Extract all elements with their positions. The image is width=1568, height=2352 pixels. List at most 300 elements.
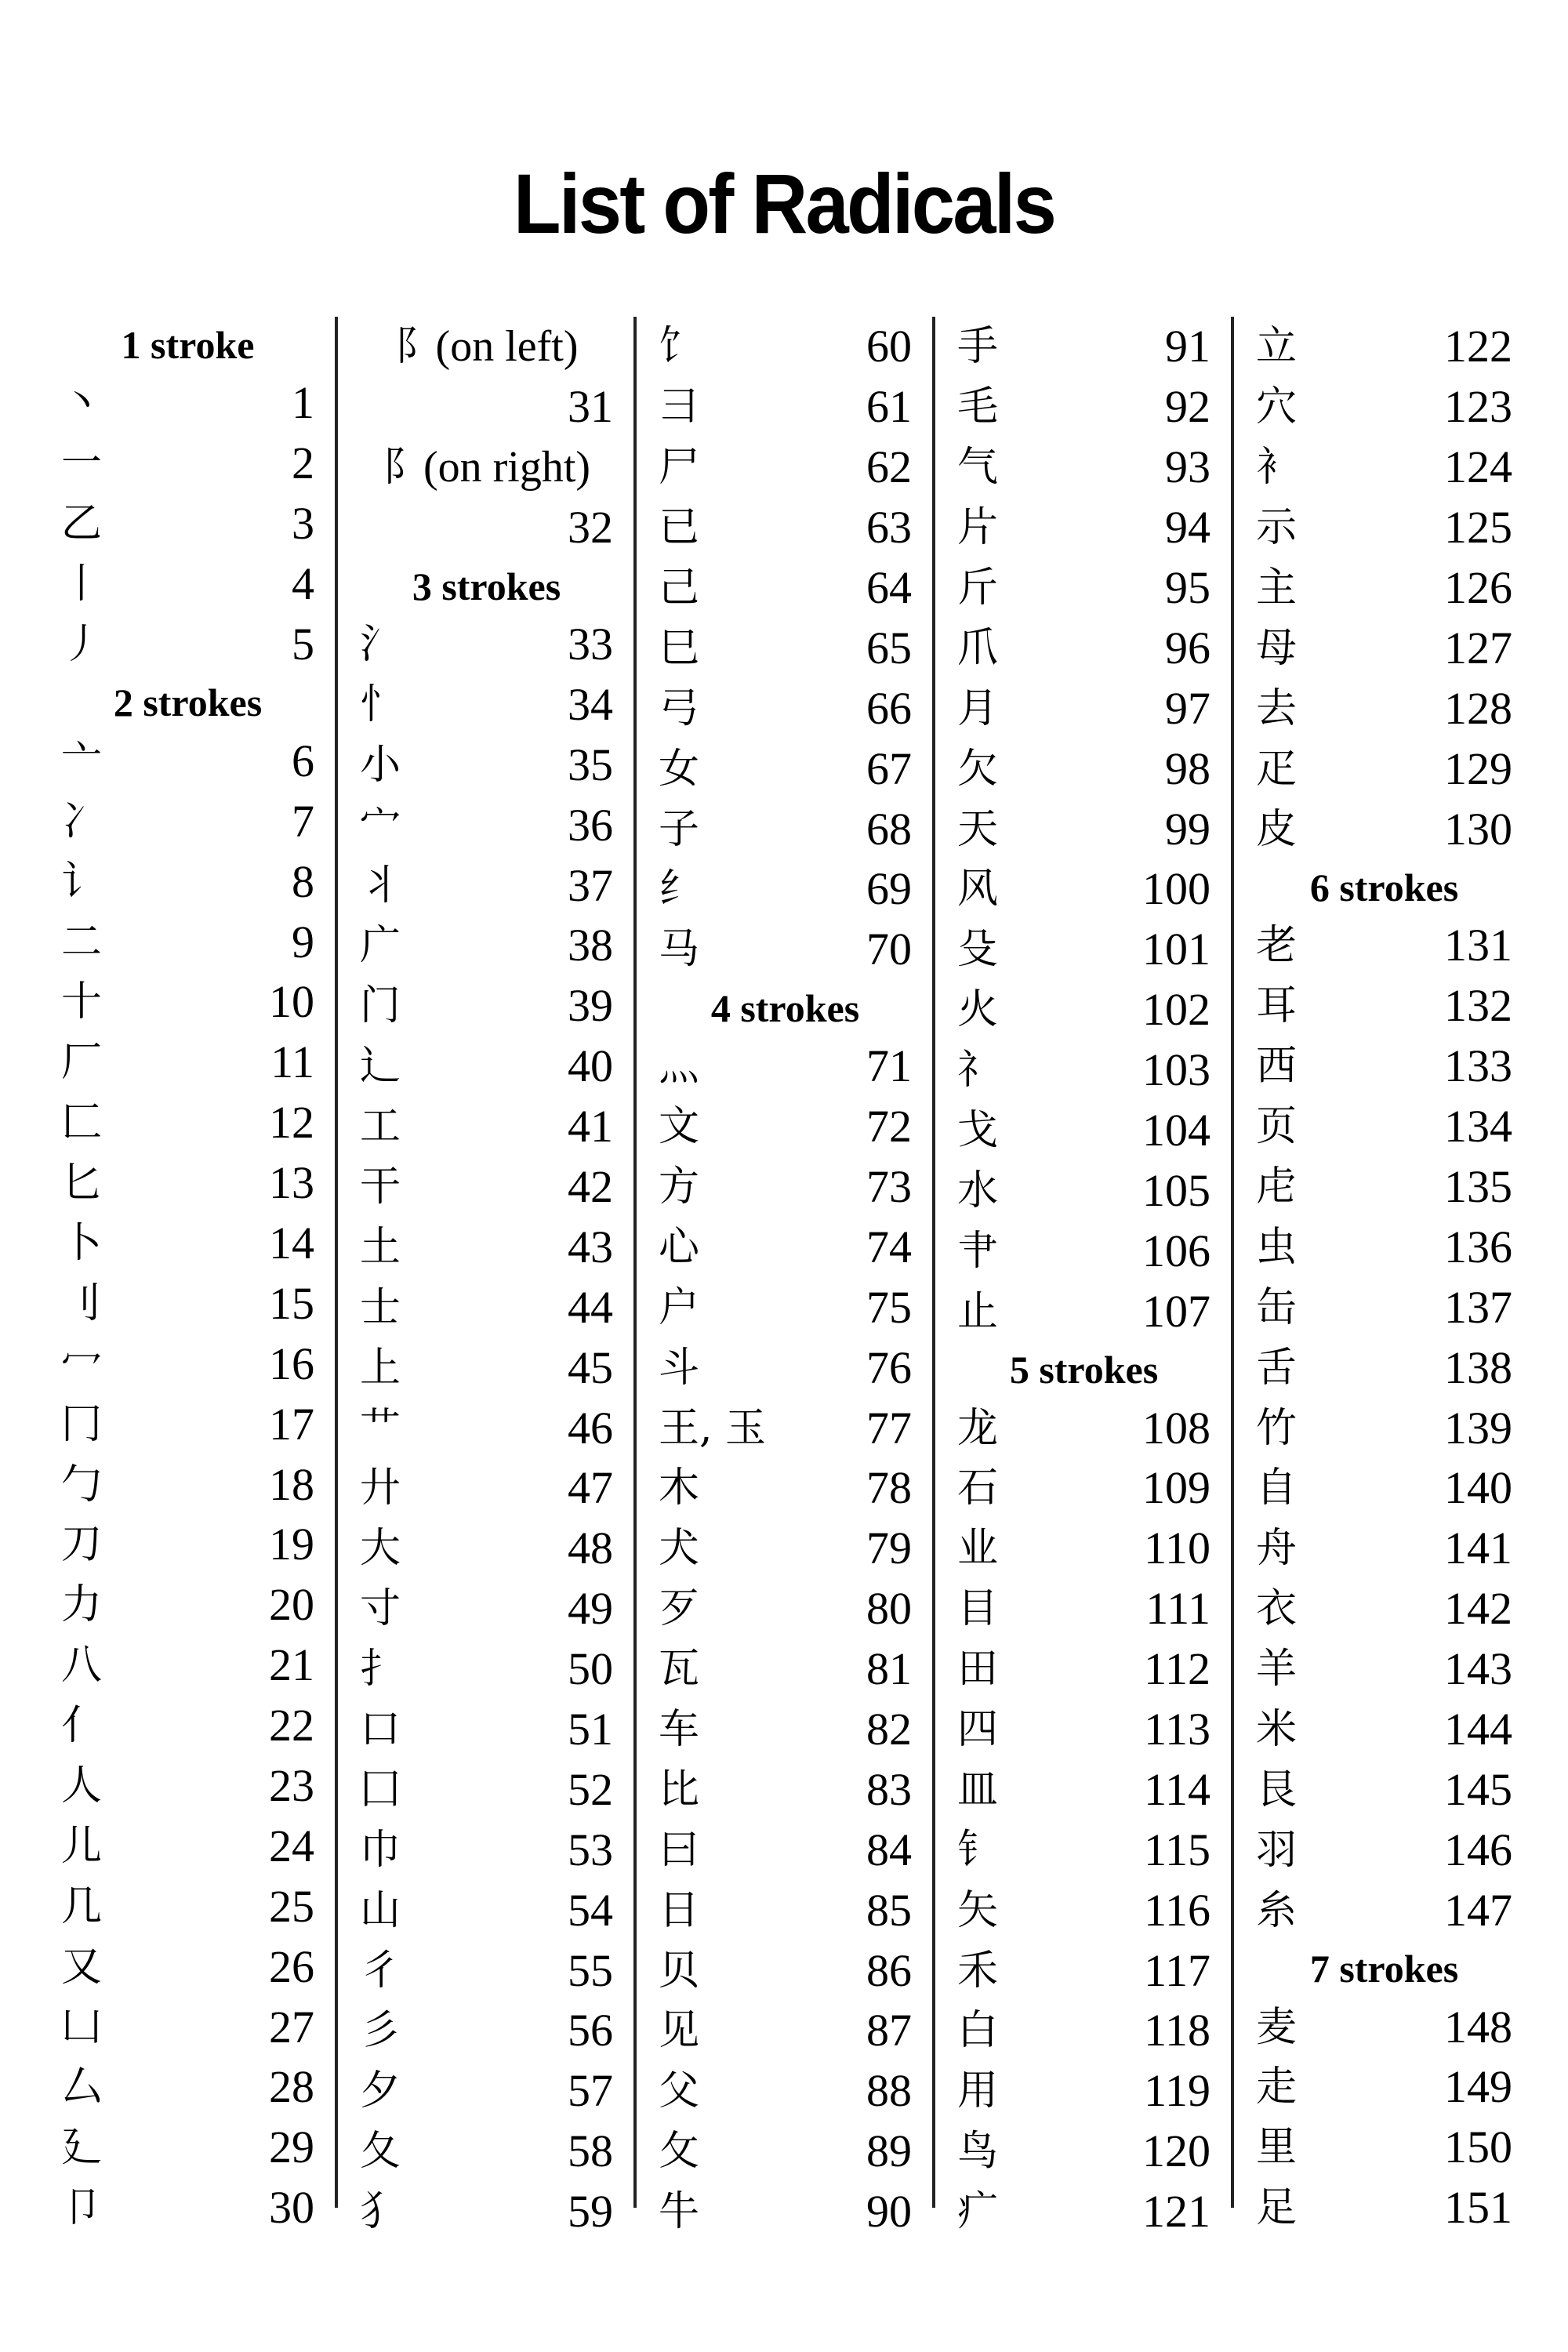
radical-entry bbox=[1256, 1519, 1512, 1579]
radical-char: 勹 bbox=[61, 1461, 103, 1508]
radical-entry bbox=[360, 1338, 613, 1398]
radical-entry bbox=[957, 1940, 1210, 2001]
radical-entry bbox=[1256, 1277, 1512, 1338]
radical-char: 儿 bbox=[61, 1822, 103, 1870]
radical-number: 84 bbox=[866, 1824, 912, 1875]
radical-char: 匕 bbox=[61, 1160, 103, 1207]
radical-number: 68 bbox=[866, 803, 912, 855]
column-3 bbox=[637, 317, 935, 2238]
radical-entry bbox=[1256, 1036, 1512, 1097]
radical-number: 98 bbox=[1165, 742, 1210, 794]
radical-entry bbox=[360, 1759, 613, 1820]
radical-entry bbox=[360, 1398, 613, 1458]
radical-char: 艹 bbox=[360, 1404, 401, 1452]
radical-entry bbox=[659, 618, 912, 678]
radical-entry bbox=[659, 739, 912, 799]
stroke-count-heading: 1 stroke bbox=[121, 323, 255, 367]
radical-entry bbox=[957, 558, 1210, 619]
radical-char: 毛 bbox=[957, 383, 999, 431]
radical-number: 10 bbox=[269, 976, 314, 1028]
radical-number: 17 bbox=[269, 1398, 314, 1450]
radical-number: 35 bbox=[568, 739, 613, 790]
radical-entry bbox=[659, 1820, 912, 1880]
radical-char: 斤 bbox=[957, 564, 999, 612]
radical-entry bbox=[360, 674, 613, 735]
radical-char: 丬 bbox=[360, 862, 401, 909]
radical-position-note: (on right) bbox=[423, 443, 591, 492]
radical-number: 70 bbox=[866, 924, 912, 975]
column-2 bbox=[338, 317, 637, 2238]
radical-char: 钅 bbox=[957, 1826, 999, 1874]
radical-entry bbox=[957, 1820, 1210, 1880]
radical-number: 9 bbox=[292, 916, 314, 967]
radical-entry bbox=[360, 855, 613, 916]
radical-char: 干 bbox=[360, 1163, 401, 1211]
radical-entry bbox=[659, 2182, 912, 2242]
radical-number: 71 bbox=[866, 1040, 912, 1092]
radical-char: 冫 bbox=[61, 797, 103, 845]
radical-entry bbox=[659, 1458, 912, 1519]
radical-char: 衣 bbox=[1256, 1585, 1298, 1633]
radical-number: 24 bbox=[269, 1820, 314, 1871]
radical-number: 122 bbox=[1444, 321, 1512, 372]
radical-char: 母 bbox=[1256, 624, 1298, 672]
radical-char: 尸 bbox=[659, 444, 700, 492]
radical-entry bbox=[1256, 799, 1512, 859]
radical-number: 96 bbox=[1165, 622, 1210, 673]
radical-number: 134 bbox=[1444, 1101, 1512, 1152]
radical-char: 攵 bbox=[659, 2128, 700, 2176]
radical-number: 72 bbox=[866, 1101, 912, 1152]
radical-entry bbox=[957, 1458, 1210, 1519]
radical-number: 143 bbox=[1444, 1643, 1512, 1695]
radical-entry bbox=[360, 1639, 613, 1700]
radical-entry bbox=[61, 1093, 314, 1153]
radical-number: 113 bbox=[1144, 1704, 1210, 1755]
radical-number: 19 bbox=[269, 1519, 314, 1570]
radical-char: 里 bbox=[1256, 2124, 1298, 2172]
radical-char: 一 bbox=[61, 440, 103, 488]
radical-entry bbox=[61, 1454, 314, 1515]
radical-number: 91 bbox=[1165, 321, 1210, 372]
radical-char: 厶 bbox=[61, 2063, 103, 2111]
radical-entry bbox=[61, 494, 314, 554]
radical-entry bbox=[1256, 437, 1512, 498]
radical-char: 矢 bbox=[957, 1886, 999, 1934]
radical-number: 65 bbox=[866, 622, 912, 673]
radical-char: 气 bbox=[957, 444, 999, 492]
radical-char: 乙 bbox=[61, 500, 103, 548]
radical-char: 疋 bbox=[1256, 745, 1298, 793]
radical-number: 47 bbox=[568, 1462, 613, 1514]
radical-char: 歹 bbox=[659, 1585, 700, 1633]
radical-number: 13 bbox=[269, 1157, 314, 1209]
radical-entry bbox=[1256, 1759, 1512, 1820]
radical-number: 58 bbox=[568, 2125, 613, 2177]
radical-number: 146 bbox=[1444, 1824, 1512, 1875]
radical-char: 八 bbox=[61, 1642, 103, 1690]
radical-number: 82 bbox=[866, 1704, 912, 1755]
radical-position-note: (on left) bbox=[435, 322, 579, 372]
radical-char: 力 bbox=[61, 1581, 103, 1629]
radical-entry bbox=[957, 2061, 1210, 2122]
radical-number: 136 bbox=[1444, 1221, 1512, 1272]
radical-entry bbox=[1256, 2118, 1512, 2178]
radical-entry bbox=[61, 615, 314, 675]
radical-number: 11 bbox=[270, 1036, 314, 1088]
radical-number: 95 bbox=[1165, 562, 1210, 613]
radical-number: 132 bbox=[1444, 980, 1512, 1032]
radical-entry bbox=[61, 1575, 314, 1635]
radical-entry bbox=[659, 558, 912, 619]
radical-entry bbox=[61, 434, 314, 494]
radical-number: 20 bbox=[269, 1579, 314, 1631]
radical-number: 2 bbox=[292, 437, 314, 489]
radical-entry bbox=[1256, 1398, 1512, 1458]
radical-entry bbox=[1256, 317, 1512, 377]
radical-number: 59 bbox=[568, 2186, 613, 2238]
radical-entry bbox=[659, 678, 912, 739]
radical-variant-label bbox=[360, 317, 613, 377]
radical-char: 足 bbox=[1256, 2184, 1298, 2232]
radical-entry bbox=[659, 2122, 912, 2182]
radical-entry bbox=[957, 678, 1210, 739]
radical-char: 阝 bbox=[382, 444, 423, 492]
radical-char: 人 bbox=[61, 1762, 103, 1810]
radical-number: 69 bbox=[866, 863, 912, 915]
radical-char: 土 bbox=[360, 1223, 401, 1271]
radical-char: 广 bbox=[360, 922, 401, 970]
radical-number: 73 bbox=[866, 1161, 912, 1213]
radical-entry bbox=[957, 1281, 1210, 1341]
radical-char: 亻 bbox=[61, 1702, 103, 1750]
radical-entry bbox=[360, 1157, 613, 1218]
radical-entry bbox=[360, 1700, 613, 1760]
radical-char: 纟 bbox=[659, 866, 700, 913]
radical-number: 100 bbox=[1142, 863, 1210, 915]
radical-number: 111 bbox=[1145, 1583, 1210, 1635]
radical-number: 147 bbox=[1444, 1884, 1512, 1936]
radical-char: 方 bbox=[659, 1163, 700, 1211]
radical-char: 山 bbox=[360, 1886, 401, 1934]
radical-entry bbox=[61, 1214, 314, 1274]
radical-entry bbox=[957, 2001, 1210, 2061]
radical-char: 匚 bbox=[61, 1099, 103, 1147]
radical-entry bbox=[659, 1639, 912, 1700]
radical-number: 110 bbox=[1144, 1523, 1210, 1574]
radical-entry bbox=[659, 1519, 912, 1579]
stroke-count-heading: 4 strokes bbox=[710, 985, 860, 1030]
radical-number: 104 bbox=[1142, 1105, 1210, 1156]
radical-entry bbox=[61, 1153, 314, 1214]
radical-entry bbox=[1256, 916, 1512, 976]
radical-entry bbox=[1256, 678, 1512, 739]
radical-char: 自 bbox=[1256, 1465, 1298, 1512]
radical-entry bbox=[659, 859, 912, 920]
radical-entry bbox=[1256, 1097, 1512, 1157]
radical-entry bbox=[659, 920, 912, 980]
column-1 bbox=[39, 317, 338, 2234]
radical-entry bbox=[1256, 739, 1512, 799]
radical-entry bbox=[61, 1997, 314, 2057]
radical-number: 103 bbox=[1142, 1044, 1210, 1096]
radical-number: 93 bbox=[1165, 441, 1210, 493]
radical-char: 女 bbox=[659, 745, 700, 793]
radical-entry bbox=[957, 498, 1210, 558]
radical-entry bbox=[957, 437, 1210, 498]
radical-char: 廴 bbox=[61, 2124, 103, 2172]
radical-char: 夕 bbox=[360, 2067, 401, 2115]
radical-entry bbox=[360, 976, 613, 1036]
radical-char: 丶 bbox=[61, 379, 103, 427]
radical-char: 衤 bbox=[1256, 444, 1298, 492]
radical-char: 廾 bbox=[360, 1465, 401, 1512]
radical-number: 88 bbox=[866, 2065, 912, 2117]
radical-entry bbox=[360, 795, 613, 855]
radical-char: 彳 bbox=[360, 1947, 401, 1994]
radical-entry bbox=[659, 437, 912, 498]
radical-number: 50 bbox=[568, 1643, 613, 1695]
radical-number: 42 bbox=[568, 1161, 613, 1213]
radical-char: 亠 bbox=[61, 737, 103, 785]
radical-char: 用 bbox=[957, 2067, 999, 2115]
radical-number: 140 bbox=[1444, 1462, 1512, 1514]
radical-char: 寸 bbox=[360, 1585, 401, 1633]
radical-number: 130 bbox=[1444, 803, 1512, 855]
radical-entry bbox=[957, 1101, 1210, 1161]
radical-number: 56 bbox=[568, 2005, 613, 2056]
radical-number: 128 bbox=[1444, 682, 1512, 734]
radical-entry bbox=[957, 317, 1210, 377]
radical-char: 戈 bbox=[957, 1107, 999, 1155]
radical-entry bbox=[360, 1277, 613, 1338]
radical-entry bbox=[659, 498, 912, 558]
radical-char: 米 bbox=[1256, 1706, 1298, 1754]
stroke-count-heading: 7 strokes bbox=[1309, 1947, 1459, 1991]
radical-entry bbox=[360, 1519, 613, 1579]
radical-char: 又 bbox=[61, 1943, 103, 1991]
radical-char: 去 bbox=[1256, 684, 1298, 732]
radical-entry bbox=[1256, 1458, 1512, 1519]
radical-char: 凵 bbox=[61, 2003, 103, 2051]
radical-number: 144 bbox=[1444, 1704, 1512, 1755]
radical-number: 119 bbox=[1144, 2065, 1210, 2117]
radical-number: 61 bbox=[866, 381, 912, 433]
radical-entry bbox=[957, 1700, 1210, 1760]
radical-entry bbox=[957, 1579, 1210, 1639]
radical-variant-label bbox=[360, 437, 613, 498]
radical-char: 斗 bbox=[659, 1344, 700, 1392]
stroke-count-heading: 3 strokes bbox=[412, 564, 561, 608]
radical-entry bbox=[1256, 558, 1512, 619]
radical-entry bbox=[1256, 1338, 1512, 1398]
radical-number: 124 bbox=[1444, 441, 1512, 493]
radical-char: 弓 bbox=[659, 684, 700, 732]
radical-number: 21 bbox=[269, 1639, 314, 1691]
radical-number: 78 bbox=[866, 1462, 912, 1514]
radical-char: 缶 bbox=[1256, 1283, 1298, 1331]
radical-number: 18 bbox=[269, 1458, 314, 1510]
radical-char: 艮 bbox=[1256, 1766, 1298, 1813]
radical-entry bbox=[61, 1936, 314, 1997]
radical-char: 皮 bbox=[1256, 805, 1298, 853]
radical-char: 卩 bbox=[61, 2184, 103, 2232]
radical-char: 上 bbox=[360, 1344, 401, 1392]
radical-char: 示 bbox=[1256, 504, 1298, 552]
radical-entry bbox=[360, 1458, 613, 1519]
radical-char: 肀 bbox=[957, 1227, 999, 1275]
radical-entry bbox=[957, 1519, 1210, 1579]
radical-char: 西 bbox=[1256, 1043, 1298, 1091]
radical-entry bbox=[1256, 976, 1512, 1036]
radical-entry bbox=[61, 373, 314, 434]
radical-number: 34 bbox=[568, 678, 613, 730]
radical-char: 卜 bbox=[61, 1220, 103, 1268]
radical-char: 石 bbox=[957, 1465, 999, 1512]
radical-char: 目 bbox=[957, 1585, 999, 1633]
radical-char: 犬 bbox=[659, 1525, 700, 1573]
radical-number: 151 bbox=[1444, 2182, 1512, 2234]
radical-entry bbox=[659, 1579, 912, 1639]
radical-number: 145 bbox=[1444, 1763, 1512, 1815]
radical-number: 62 bbox=[866, 441, 912, 493]
radical-char: 片 bbox=[957, 504, 999, 552]
radical-char: 囗 bbox=[360, 1766, 401, 1813]
radical-char: 小 bbox=[360, 741, 401, 789]
radical-char: 户 bbox=[659, 1283, 700, 1331]
radical-char: 白 bbox=[957, 2007, 999, 2055]
radical-number: 28 bbox=[269, 2061, 314, 2113]
radical-entry bbox=[1256, 1997, 1512, 2057]
radical-number: 15 bbox=[269, 1277, 314, 1329]
radical-char: 业 bbox=[957, 1525, 999, 1573]
radical-number: 131 bbox=[1444, 920, 1512, 971]
radical-char: 比 bbox=[659, 1766, 700, 1813]
radical-number: 99 bbox=[1165, 803, 1210, 855]
radical-number: 1 bbox=[292, 377, 314, 429]
radical-char: 糸 bbox=[1256, 1886, 1298, 1934]
radical-char: 穴 bbox=[1256, 383, 1298, 431]
radical-number: 52 bbox=[568, 1763, 613, 1815]
radical-number: 63 bbox=[866, 502, 912, 554]
radical-entry bbox=[659, 1940, 912, 2001]
radical-entry bbox=[1256, 1639, 1512, 1700]
radical-entry bbox=[659, 1700, 912, 1760]
radical-entry bbox=[957, 1880, 1210, 1940]
radical-number: 66 bbox=[866, 682, 912, 734]
radical-number: 6 bbox=[292, 735, 314, 786]
radical-number: 12 bbox=[269, 1097, 314, 1149]
radical-entry bbox=[61, 1635, 314, 1696]
radical-char: 士 bbox=[360, 1283, 401, 1331]
radical-char: 舌 bbox=[1256, 1344, 1298, 1392]
radical-char: 口 bbox=[360, 1706, 401, 1754]
radical-entry bbox=[659, 1277, 912, 1338]
radical-entry bbox=[659, 799, 912, 859]
radical-number: 148 bbox=[1444, 2001, 1512, 2053]
radical-char: 彐 bbox=[659, 383, 700, 431]
radical-entry bbox=[61, 912, 314, 972]
radical-entry bbox=[360, 498, 613, 558]
radical-char: 老 bbox=[1256, 922, 1298, 970]
radical-number: 115 bbox=[1144, 1824, 1210, 1875]
radical-entry bbox=[659, 1880, 912, 1940]
radical-number: 38 bbox=[568, 920, 613, 971]
radical-entry bbox=[957, 1040, 1210, 1101]
radical-number: 49 bbox=[568, 1583, 613, 1635]
radical-char: 皿 bbox=[957, 1766, 999, 1813]
radical-char: 二 bbox=[61, 918, 103, 966]
radical-number: 112 bbox=[1144, 1643, 1210, 1695]
radical-number: 89 bbox=[866, 2125, 912, 2177]
radical-entry bbox=[659, 1036, 912, 1097]
radical-char: 心 bbox=[659, 1223, 700, 1271]
radical-number: 127 bbox=[1444, 622, 1512, 673]
stroke-count-heading: 5 strokes bbox=[1009, 1348, 1159, 1392]
radical-char: 牛 bbox=[659, 2188, 700, 2236]
radical-char: 文 bbox=[659, 1103, 700, 1151]
radical-char: 麦 bbox=[1256, 2003, 1298, 2051]
radical-entry bbox=[1256, 1700, 1512, 1760]
radical-entry bbox=[659, 1338, 912, 1398]
radical-entry bbox=[659, 1157, 912, 1218]
radical-number: 150 bbox=[1444, 2122, 1512, 2173]
radical-char: 彡 bbox=[360, 2007, 401, 2055]
radical-entry bbox=[659, 317, 912, 377]
radical-entry bbox=[360, 377, 613, 437]
radical-entry bbox=[957, 980, 1210, 1040]
radical-number: 53 bbox=[568, 1824, 613, 1875]
radical-char: 舟 bbox=[1256, 1525, 1298, 1573]
radical-number: 40 bbox=[568, 1040, 613, 1092]
radical-char: 见 bbox=[659, 2007, 700, 2055]
radical-number: 83 bbox=[866, 1763, 912, 1815]
radical-entry bbox=[61, 1515, 314, 1575]
column-5 bbox=[1234, 317, 1533, 2234]
radical-char: 大 bbox=[360, 1525, 401, 1573]
radical-char: 走 bbox=[1256, 2063, 1298, 2111]
radical-char: 虫 bbox=[1256, 1223, 1298, 1271]
radical-number: 90 bbox=[866, 2186, 912, 2238]
radical-number: 123 bbox=[1444, 381, 1512, 433]
radical-char: 止 bbox=[957, 1287, 999, 1335]
radical-entry bbox=[957, 377, 1210, 437]
radical-number: 31 bbox=[568, 381, 613, 433]
radical-number: 3 bbox=[292, 498, 314, 550]
radical-char: 车 bbox=[659, 1706, 700, 1754]
radical-number: 138 bbox=[1444, 1341, 1512, 1393]
radical-number: 141 bbox=[1444, 1523, 1512, 1574]
radical-entry bbox=[957, 859, 1210, 920]
radical-entry bbox=[61, 851, 314, 912]
radical-char: 瓦 bbox=[659, 1646, 700, 1693]
radical-char: 火 bbox=[957, 986, 999, 1034]
radical-char: 龙 bbox=[957, 1404, 999, 1452]
radical-entry bbox=[360, 615, 613, 675]
radical-char: 巾 bbox=[360, 1826, 401, 1874]
radical-entry bbox=[659, 1759, 912, 1820]
radical-char: 王, 玉 bbox=[659, 1404, 767, 1452]
radical-number: 27 bbox=[269, 2001, 314, 2053]
radical-number: 44 bbox=[568, 1281, 613, 1333]
radical-number: 87 bbox=[866, 2005, 912, 2056]
radical-entry bbox=[659, 1217, 912, 1277]
radical-entry bbox=[659, 377, 912, 437]
radical-char: 忄 bbox=[360, 681, 401, 728]
radical-number: 126 bbox=[1444, 562, 1512, 613]
radical-entry bbox=[659, 1097, 912, 1157]
radical-char: 宀 bbox=[360, 801, 401, 849]
